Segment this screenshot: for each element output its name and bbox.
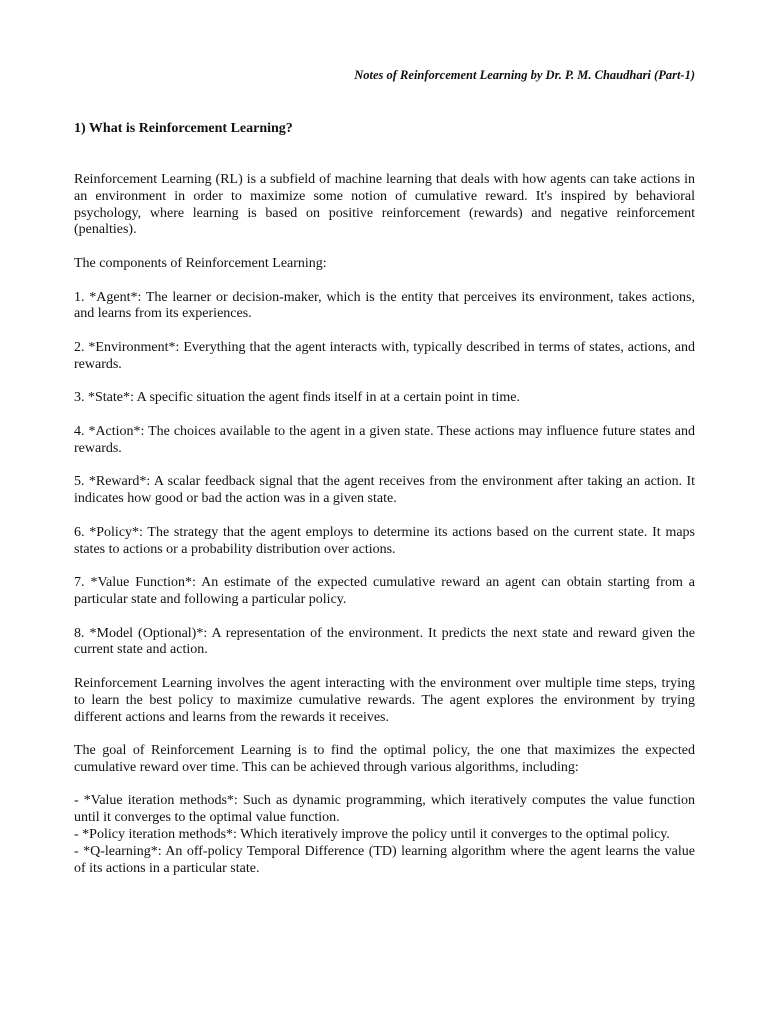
algorithm-item-value-iteration: - *Value iteration methods*: Such as dynamic programming, which iteratively computes the value function until it converges to the optimal value function. xyxy=(74,793,695,826)
document-body xyxy=(74,172,695,877)
interaction-paragraph: Reinforcement Learning involves the agent interacting with the environment over multiple time steps, trying to learn the best policy to maximize cumulative rewards. The agent explores the environment by trying different actions and learns from the rewards it receives. xyxy=(74,675,695,725)
section-heading: 1) What is Reinforcement Learning? xyxy=(74,121,293,136)
intro-paragraph: Reinforcement Learning (RL) is a subfield of machine learning that deals with how agents can take actions in an environment in order to maximize some notion of cumulative reward. It's inspired by behavioral psychology, where learning is based on positive reinforcement (rewards) and negative reinforcement (penalties). xyxy=(74,172,695,238)
running-header: Notes of Reinforcement Learning by Dr. P. M. Chaudhari (Part-1) xyxy=(354,68,695,82)
algorithm-item-policy-iteration: - *Policy iteration methods*: Which iteratively improve the policy until it converges to the optimal policy. xyxy=(74,827,670,843)
component-item-value-function: 7. *Value Function*: An estimate of the expected cumulative reward an agent can obtain starting from a particular state and following a particular policy. xyxy=(74,575,695,607)
algorithm-item-q-learning: - *Q-learning*: An off-policy Temporal Difference (TD) learning algorithm where the agent learns the value of its actions in a particular state. xyxy=(74,843,695,876)
components-intro: The components of Reinforcement Learning: xyxy=(74,255,327,271)
goal-paragraph: The goal of Reinforcement Learning is to find the optimal policy, the one that maximizes the expected cumulative reward over time. This can be achieved through various algorithms, including: xyxy=(74,743,695,775)
component-item-reward: 5. *Reward*: A scalar feedback signal that the agent receives from the environment after taking an action. It indicates how good or bad the action was in a given state. xyxy=(74,474,695,507)
component-item-model: 8. *Model (Optional)*: A representation of the environment. It predicts the next state and reward given the current state and action. xyxy=(74,625,695,658)
component-item-action: 4. *Action*: The choices available to the agent in a given state. These actions may influence future states and rewards. xyxy=(74,423,695,456)
component-item-policy: 6. *Policy*: The strategy that the agent employs to determine its actions based on the current state. It maps states to actions or a probability distribution over actions. xyxy=(74,524,695,557)
component-item-agent: 1. *Agent*: The learner or decision-maker, which is the entity that perceives its environment, takes actions, and learns from its experiences. xyxy=(74,289,695,322)
component-item-environment: 2. *Environment*: Everything that the agent interacts with, typically described in terms of states, actions, and rewards. xyxy=(74,339,695,372)
component-item-state: 3. *State*: A specific situation the agent finds itself in at a certain point in time. xyxy=(74,390,520,406)
